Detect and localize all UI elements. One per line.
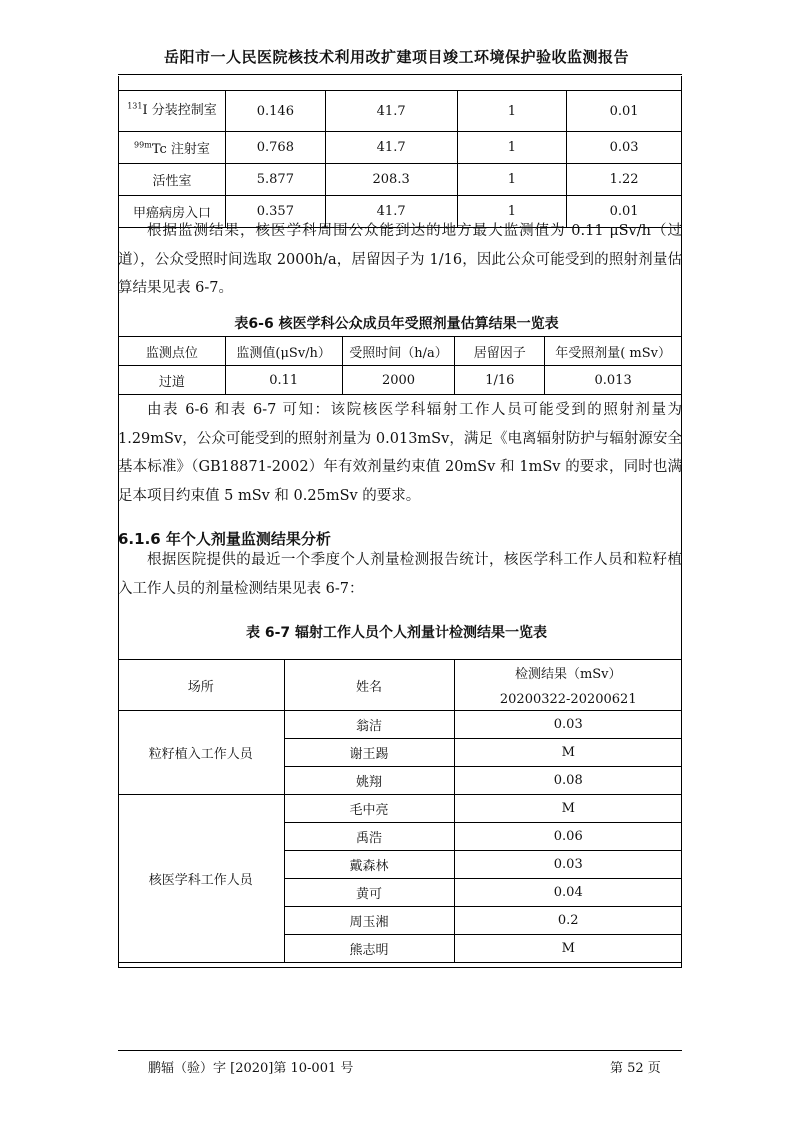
dose-value-cell: 0.08 xyxy=(454,767,682,795)
exposure-time-cell: 41.7 xyxy=(325,132,457,164)
person-name-cell: 谢王踢 xyxy=(284,739,454,767)
person-name-cell: 戴森林 xyxy=(284,851,454,879)
footer-rule xyxy=(118,1050,682,1051)
table-row xyxy=(118,795,682,823)
dose-value-cell: M xyxy=(454,795,682,823)
person-name-cell: 禹浩 xyxy=(284,823,454,851)
document-number: 鹏辐（验）字 [2020]第 10-001 号 xyxy=(148,1061,354,1076)
dose-value-cell: M xyxy=(454,935,682,963)
table-row xyxy=(119,366,682,395)
person-name-cell: 姚翔 xyxy=(284,767,454,795)
dose-value-cell: 0.06 xyxy=(454,823,682,851)
occupancy-cell: 1 xyxy=(457,164,567,196)
annual-dose-cell: 0.01 xyxy=(567,91,682,132)
column-header: 受照时间（h/a） xyxy=(342,337,455,366)
group-place-cell: 粒籽植入工作人员 xyxy=(118,711,284,795)
column-header: 监测点位 xyxy=(119,337,226,366)
group-place-cell: 核医学科工作人员 xyxy=(118,795,284,963)
exposure-time-cell: 41.7 xyxy=(325,91,457,132)
paragraph-public-dose: 根据监测结果，核医学科周围公众能到达的地方最大监测值为 0.11 μSv/h（过道），公众受照时间选取 2000h/a，居留因子为 1/16，因此公众可能受到的照射剂量估算结果见表 6-7。 xyxy=(118,223,682,296)
column-header: 监测值(μSv/h） xyxy=(225,337,342,366)
table-cell: 0.013 xyxy=(545,366,682,395)
dose-value-cell: 0.2 xyxy=(454,907,682,935)
header-rule xyxy=(118,74,682,75)
person-name-cell: 翁洁 xyxy=(284,711,454,739)
table-row xyxy=(119,91,682,132)
annual-dose-cell: 0.03 xyxy=(567,132,682,164)
dose-value-cell: 0.04 xyxy=(454,879,682,907)
dose-rate-cell: 0.146 xyxy=(225,91,325,132)
table-header-row xyxy=(119,337,682,366)
page-number: 第 52 页 xyxy=(610,1061,661,1076)
dose-value-cell: 0.03 xyxy=(454,711,682,739)
table-6-7-caption: 表 6-7 辐射工作人员个人剂量计检测结果一览表 xyxy=(245,625,548,641)
dose-rate-cell: 0.357 xyxy=(225,196,325,228)
dose-value-cell: 0.03 xyxy=(454,851,682,879)
location-cell: 甲癌病房入口 xyxy=(119,196,226,228)
continued-dose-table xyxy=(118,90,682,228)
table-row xyxy=(119,132,682,164)
table-header-row xyxy=(118,660,682,711)
column-header-result xyxy=(454,660,682,711)
table-cell: 过道 xyxy=(119,366,226,395)
dose-value-cell: M xyxy=(454,739,682,767)
section-heading: 6.1.6 年个人剂量监测结果分析 xyxy=(118,530,331,548)
person-name-cell: 熊志明 xyxy=(284,935,454,963)
occupancy-cell: 1 xyxy=(457,91,567,132)
period-header-label: 20200322-20200621 xyxy=(499,692,637,707)
occupancy-cell: 1 xyxy=(457,132,567,164)
dose-rate-cell: 5.877 xyxy=(225,164,325,196)
paragraph-personal-dose: 根据医院提供的最近一个季度个人剂量检测报告统计，核医学科工作人员和粒籽植入工作人员的剂量检测结果见表 6-7： xyxy=(118,552,682,597)
table-row xyxy=(118,711,682,739)
table-row xyxy=(119,164,682,196)
frame-bottom-border xyxy=(118,967,682,968)
result-header-label: 检测结果（mSv） xyxy=(514,667,622,682)
table-cell: 2000 xyxy=(342,366,455,395)
location-cell: $^{131}$I 分装控制室 xyxy=(119,91,226,132)
page-header-title: 岳阳市一人民医院核技术利用改扩建项目竣工环境保护验收监测报告 xyxy=(163,48,629,66)
exposure-time-cell: 41.7 xyxy=(325,196,457,228)
column-header: 场所 xyxy=(118,660,284,711)
person-name-cell: 毛中亮 xyxy=(284,795,454,823)
annual-dose-cell: 1.22 xyxy=(567,164,682,196)
table-cell: 0.11 xyxy=(225,366,342,395)
annual-dose-cell: 0.01 xyxy=(567,196,682,228)
personal-dose-table xyxy=(118,659,682,963)
location-cell: 活性室 xyxy=(119,164,226,196)
paragraph-dose-conclusion: 由表 6-6 和表 6-7 可知：该院核医学科辐射工作人员可能受到的照射剂量为 1.29mSv，公众可能受到的照射剂量为 0.013mSv，满足《电离辐射防护与辐射源安全基本标准》（GB18871-2002）年有效剂量约束值 20mSv 和 1mSv 的要求，同时也满足本项目约束值 5 mSv 和 0.25mSv 的要求。 xyxy=(118,402,682,504)
exposure-time-cell: 208.3 xyxy=(325,164,457,196)
location-cell: $^{99m}$Tc 注射室 xyxy=(119,132,226,164)
column-header: 居留因子 xyxy=(455,337,545,366)
column-header: 姓名 xyxy=(284,660,454,711)
person-name-cell: 黄可 xyxy=(284,879,454,907)
public-dose-table xyxy=(118,336,682,395)
person-name-cell: 周玉湘 xyxy=(284,907,454,935)
table-6-6-caption: 表6-6 核医学科公众成员年受照剂量估算结果一览表 xyxy=(234,316,559,332)
table-cell: 1/16 xyxy=(455,366,545,395)
occupancy-cell: 1 xyxy=(457,196,567,228)
column-header: 年受照剂量( mSv） xyxy=(545,337,682,366)
dose-rate-cell: 0.768 xyxy=(225,132,325,164)
